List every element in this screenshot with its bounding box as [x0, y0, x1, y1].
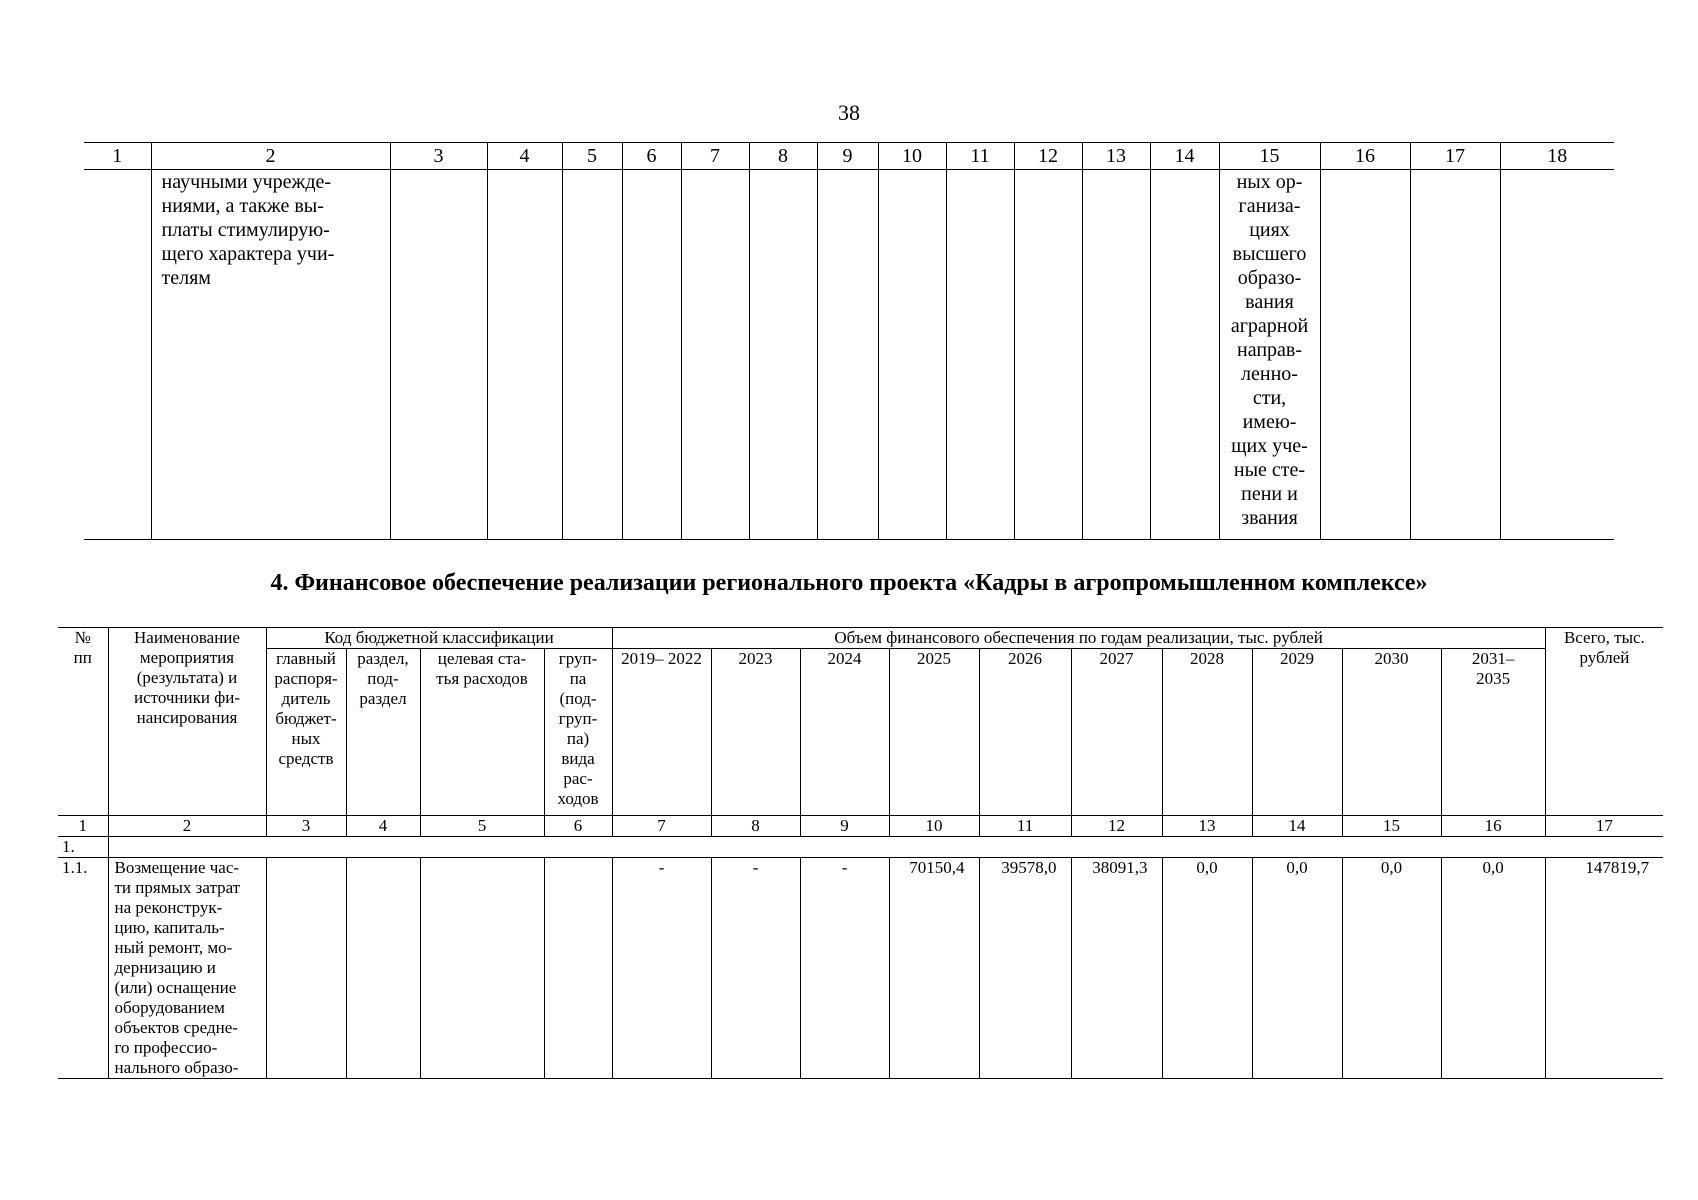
column-number: 6	[544, 816, 612, 837]
table1-header-cell: 6	[622, 143, 681, 170]
year-column-header: 2024	[800, 649, 889, 816]
table1-cell	[622, 170, 681, 540]
table1-header-cell: 18	[1500, 143, 1614, 170]
column-number: 16	[1441, 816, 1545, 837]
year-column-header: 2025	[889, 649, 979, 816]
table1-header-cell: 10	[878, 143, 946, 170]
column-number: 10	[889, 816, 979, 837]
year-value-cell: -	[800, 858, 889, 1079]
row-title-cell	[108, 837, 1663, 858]
year-value-cell: 0,0	[1162, 858, 1252, 1079]
table1-header-cell: 1	[84, 143, 151, 170]
column-number-row	[58, 816, 1663, 837]
column-number: 4	[346, 816, 420, 837]
column-number: 11	[979, 816, 1071, 837]
total-column-header: Всего, тыс. рублей	[1545, 628, 1663, 816]
table1-header-cell: 13	[1082, 143, 1150, 170]
number-column-header: № пп	[58, 628, 108, 816]
column-number: 1	[58, 816, 108, 837]
table1-cell	[1014, 170, 1082, 540]
table2-header-row	[58, 628, 1663, 649]
year-value-cell: 0,0	[1342, 858, 1441, 1079]
year-column-header: 2026	[979, 649, 1071, 816]
year-column-header: 2028	[1162, 649, 1252, 816]
page-number: 38	[838, 100, 860, 125]
code-column-header: целевая ста- тья расходов	[420, 649, 544, 816]
column-number: 3	[266, 816, 346, 837]
code-column-header: раздел, под- раздел	[346, 649, 420, 816]
row-number: 1.	[58, 837, 108, 858]
table1-col15-cell: ных ор- ганиза- циях высшего образо- вания аграрной направ- ленно- сти, имею- щих уче- ные сте- пени и звания	[1219, 170, 1320, 540]
table1-header-cell: 15	[1219, 143, 1320, 170]
table1-header-cell: 12	[1014, 143, 1082, 170]
year-column-header: 2019– 2022	[612, 649, 711, 816]
table1-cell	[1320, 170, 1410, 540]
code-column-header: груп- па (под- груп- па) вида рас- ходов	[544, 649, 612, 816]
year-value-cell: 70150,4	[889, 858, 979, 1079]
financing-table	[58, 627, 1663, 1079]
table1-body-row	[84, 170, 1614, 540]
table1-header-cell: 3	[390, 143, 487, 170]
table1-header-cell: 5	[562, 143, 622, 170]
total-value-cell: 147819,7	[1545, 858, 1663, 1079]
year-column-header: 2029	[1252, 649, 1342, 816]
table1-cell	[84, 170, 151, 540]
table1-cell	[390, 170, 487, 540]
code-cell	[266, 858, 346, 1079]
row-number: 1.1.	[58, 858, 108, 1079]
column-number: 17	[1545, 816, 1663, 837]
column-number: 12	[1071, 816, 1162, 837]
column-number: 2	[108, 816, 266, 837]
year-value-cell: -	[612, 858, 711, 1079]
table1-header-cell: 4	[487, 143, 562, 170]
table1-cell	[1150, 170, 1219, 540]
table1-cell	[1410, 170, 1500, 540]
table1-cell	[946, 170, 1014, 540]
table-row	[58, 858, 1663, 1079]
table1-header-cell: 9	[817, 143, 878, 170]
row-name-cell: Возмещение час- ти прямых затрат на реконструк- цию, капиталь- ный ремонт, мо- дернизацию и (или) оснащение оборудованием объектов средне- го профессио- нального образо-	[108, 858, 266, 1079]
code-cell	[346, 858, 420, 1079]
year-column-header: 2030	[1342, 649, 1441, 816]
table-row	[58, 837, 1663, 858]
code-cell	[544, 858, 612, 1079]
year-column-header: 2027	[1071, 649, 1162, 816]
code-column-header: главный распоря- дитель бюджет- ных средств	[266, 649, 346, 816]
table1-header-cell: 7	[681, 143, 749, 170]
column-number: 14	[1252, 816, 1342, 837]
table1-header-cell: 17	[1410, 143, 1500, 170]
table1-header-cell: 11	[946, 143, 1014, 170]
year-column-header: 2023	[711, 649, 800, 816]
table1-cell	[1500, 170, 1614, 540]
table1-header-row	[84, 143, 1614, 170]
column-number: 5	[420, 816, 544, 837]
years-group-header: Объем финансового обеспечения по годам реализации, тыс. рублей	[612, 628, 1545, 649]
column-number: 15	[1342, 816, 1441, 837]
column-number: 9	[800, 816, 889, 837]
year-value-cell: 0,0	[1441, 858, 1545, 1079]
section-title: 4. Финансовое обеспечение реализации регионального проекта «Кадры в агропромышленном комплексе»	[270, 570, 1428, 596]
table1-header-cell: 16	[1320, 143, 1410, 170]
code-cell	[420, 858, 544, 1079]
year-value-cell: 0,0	[1252, 858, 1342, 1079]
year-value-cell: 39578,0	[979, 858, 1071, 1079]
budget-code-group-header: Код бюджетной классификации	[266, 628, 612, 649]
table1-cell	[1082, 170, 1150, 540]
table1-name-cell: научными учрежде- ниями, а также вы- платы стимулирую- щего характера учи- телям	[151, 170, 390, 540]
year-column-header: 2031– 2035	[1441, 649, 1545, 816]
continuation-table	[84, 142, 1614, 540]
name-column-header: Наименование мероприятия (результата) и источники фи- нансирования	[108, 628, 266, 816]
table1-header-cell: 2	[151, 143, 390, 170]
table1-cell	[749, 170, 817, 540]
table1-cell	[487, 170, 562, 540]
table2-subheader-row	[58, 649, 1663, 816]
column-number: 7	[612, 816, 711, 837]
table1-cell	[562, 170, 622, 540]
year-value-cell: 38091,3	[1071, 858, 1162, 1079]
table1-cell	[817, 170, 878, 540]
table1-header-cell: 8	[749, 143, 817, 170]
table1-cell	[878, 170, 946, 540]
table1-header-cell: 14	[1150, 143, 1219, 170]
column-number: 8	[711, 816, 800, 837]
table1-cell	[681, 170, 749, 540]
year-value-cell: -	[711, 858, 800, 1079]
column-number: 13	[1162, 816, 1252, 837]
